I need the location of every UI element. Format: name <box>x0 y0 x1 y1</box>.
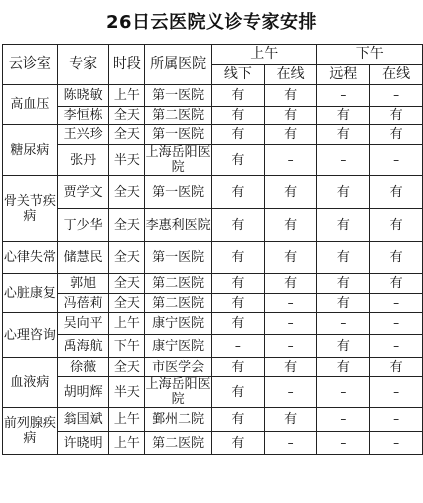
header-clinic: 云诊室 <box>3 45 58 85</box>
am-online-cell: – <box>264 432 317 455</box>
clinic-cell: 前列腺疾病 <box>3 408 58 455</box>
am-offline-cell: 有 <box>211 358 264 377</box>
table-row <box>3 358 423 377</box>
hospital-cell: 康宁医院 <box>145 335 212 358</box>
pm-online-cell: – <box>370 377 423 408</box>
am-offline-cell: 有 <box>211 408 264 432</box>
am-online-cell: – <box>264 145 317 176</box>
header-pm-remote: 远程 <box>317 65 370 85</box>
table-row <box>3 408 423 432</box>
am-online-cell: 有 <box>264 125 317 145</box>
pm-online-cell: 有 <box>370 274 423 294</box>
header-am-offline: 线下 <box>211 65 264 85</box>
header-afternoon: 下午 <box>317 45 423 65</box>
period-cell: 半天 <box>109 145 145 176</box>
am-online-cell: – <box>264 313 317 335</box>
table-row <box>3 176 423 209</box>
am-offline-cell: 有 <box>211 313 264 335</box>
clinic-cell: 心脏康复 <box>3 274 58 313</box>
am-offline-cell: 有 <box>211 85 264 107</box>
pm-remote-cell: – <box>317 377 370 408</box>
table-row <box>3 107 423 125</box>
hospital-cell: 第一医院 <box>145 125 212 145</box>
pm-remote-cell: 有 <box>317 176 370 209</box>
pm-online-cell: 有 <box>370 209 423 242</box>
expert-cell: 王兴珍 <box>57 125 109 145</box>
header-pm-online: 在线 <box>370 65 423 85</box>
pm-online-cell: – <box>370 335 423 358</box>
pm-remote-cell: 有 <box>317 125 370 145</box>
am-offline-cell: 有 <box>211 209 264 242</box>
pm-remote-cell: 有 <box>317 294 370 313</box>
pm-remote-cell: 有 <box>317 242 370 274</box>
am-offline-cell: – <box>211 335 264 358</box>
pm-online-cell: 有 <box>370 176 423 209</box>
expert-cell: 吴向平 <box>57 313 109 335</box>
expert-cell: 储慧民 <box>57 242 109 274</box>
am-online-cell: 有 <box>264 209 317 242</box>
expert-cell: 禹海航 <box>57 335 109 358</box>
am-offline-cell: 有 <box>211 294 264 313</box>
period-cell: 全天 <box>109 125 145 145</box>
table-row <box>3 125 423 145</box>
expert-cell: 贾学文 <box>57 176 109 209</box>
pm-online-cell: – <box>370 313 423 335</box>
hospital-cell: 上海岳阳医院 <box>145 377 211 407</box>
table-row <box>3 145 423 176</box>
period-cell: 上午 <box>109 432 145 455</box>
pm-online-cell: – <box>370 408 423 432</box>
pm-online-cell: – <box>370 432 423 455</box>
period-cell: 全天 <box>109 107 145 125</box>
period-cell: 上午 <box>109 313 145 335</box>
am-online-cell: 有 <box>264 358 317 377</box>
pm-remote-cell: – <box>317 85 370 107</box>
expert-cell: 陈晓敏 <box>57 85 109 107</box>
hospital-cell: 第二医院 <box>145 432 212 455</box>
hospital-cell: 上海岳阳医院 <box>145 145 211 175</box>
table-row <box>3 313 423 335</box>
pm-online-cell: 有 <box>370 358 423 377</box>
hospital-cell: 第一医院 <box>145 176 212 209</box>
am-offline-cell: 有 <box>211 274 264 294</box>
clinic-cell: 高血压 <box>3 85 58 125</box>
pm-online-cell: – <box>370 294 423 313</box>
am-offline-cell: 有 <box>211 176 264 209</box>
header-hospital: 所属医院 <box>145 45 212 85</box>
expert-cell: 丁少华 <box>57 209 109 242</box>
am-offline-cell: 有 <box>211 107 264 125</box>
pm-remote-cell: – <box>317 145 370 176</box>
pm-online-cell: 有 <box>370 107 423 125</box>
am-online-cell: 有 <box>264 85 317 107</box>
table-row <box>3 209 423 242</box>
expert-cell: 张丹 <box>57 145 109 176</box>
period-cell: 全天 <box>109 209 145 242</box>
clinic-cell: 心理咨询 <box>3 313 58 358</box>
am-offline-cell: 有 <box>211 125 264 145</box>
pm-remote-cell: 有 <box>317 209 370 242</box>
clinic-cell: 糖尿病 <box>3 125 58 176</box>
header-morning: 上午 <box>211 45 316 65</box>
hospital-cell: 第二医院 <box>145 294 212 313</box>
hospital-cell: 第一医院 <box>145 85 212 107</box>
table-row <box>3 85 423 107</box>
schedule-table <box>2 44 423 455</box>
table-row <box>3 335 423 358</box>
period-cell: 半天 <box>109 377 145 408</box>
expert-cell: 郭旭 <box>57 274 109 294</box>
am-online-cell: 有 <box>264 242 317 274</box>
pm-remote-cell: – <box>317 408 370 432</box>
am-offline-cell: 有 <box>211 242 264 274</box>
pm-remote-cell: 有 <box>317 358 370 377</box>
pm-remote-cell: – <box>317 432 370 455</box>
period-cell: 上午 <box>109 408 145 432</box>
table-row <box>3 242 423 274</box>
am-online-cell: 有 <box>264 176 317 209</box>
expert-cell: 许晓明 <box>57 432 109 455</box>
hospital-cell: 市医学会 <box>145 358 212 377</box>
am-online-cell: 有 <box>264 274 317 294</box>
expert-cell: 翁国斌 <box>57 408 109 432</box>
header-expert: 专家 <box>57 45 109 85</box>
pm-remote-cell: 有 <box>317 274 370 294</box>
hospital-cell: 康宁医院 <box>145 313 212 335</box>
page-title: 26日云医院义诊专家安排 <box>105 12 318 33</box>
table-row <box>3 432 423 455</box>
expert-cell: 徐薇 <box>57 358 109 377</box>
period-cell: 全天 <box>109 176 145 209</box>
am-online-cell: – <box>264 294 317 313</box>
clinic-cell: 心律失常 <box>3 242 58 274</box>
period-cell: 全天 <box>109 358 145 377</box>
pm-online-cell: – <box>370 85 423 107</box>
period-cell: 全天 <box>109 274 145 294</box>
table-row <box>3 274 423 294</box>
hospital-cell: 第二医院 <box>145 107 212 125</box>
schedule-body <box>3 85 423 455</box>
expert-cell: 李恒栋 <box>57 107 109 125</box>
table-row <box>3 377 423 408</box>
hospital-cell: 第二医院 <box>145 274 212 294</box>
pm-online-cell: 有 <box>370 125 423 145</box>
expert-cell: 胡明辉 <box>57 377 109 408</box>
am-online-cell: – <box>264 335 317 358</box>
am-online-cell: 有 <box>264 408 317 432</box>
pm-online-cell: 有 <box>370 242 423 274</box>
hospital-cell: 第一医院 <box>145 242 212 274</box>
am-offline-cell: 有 <box>211 377 264 408</box>
table-row <box>3 294 423 313</box>
pm-remote-cell: 有 <box>317 107 370 125</box>
period-cell: 下午 <box>109 335 145 358</box>
period-cell: 全天 <box>109 242 145 274</box>
period-cell: 上午 <box>109 85 145 107</box>
clinic-cell: 血液病 <box>3 358 58 408</box>
header-period: 时段 <box>109 45 145 85</box>
hospital-cell: 鄞州二院 <box>145 408 212 432</box>
pm-remote-cell: 有 <box>317 335 370 358</box>
am-online-cell: – <box>264 377 317 408</box>
pm-remote-cell: – <box>317 313 370 335</box>
am-online-cell: 有 <box>264 107 317 125</box>
am-offline-cell: 有 <box>211 432 264 455</box>
period-cell: 全天 <box>109 294 145 313</box>
pm-online-cell: – <box>370 145 423 176</box>
expert-cell: 冯蓓莉 <box>57 294 109 313</box>
header-am-online: 在线 <box>264 65 317 85</box>
am-offline-cell: 有 <box>211 145 264 176</box>
clinic-cell: 骨关节疾病 <box>3 176 58 242</box>
hospital-cell: 李惠利医院 <box>145 209 212 242</box>
